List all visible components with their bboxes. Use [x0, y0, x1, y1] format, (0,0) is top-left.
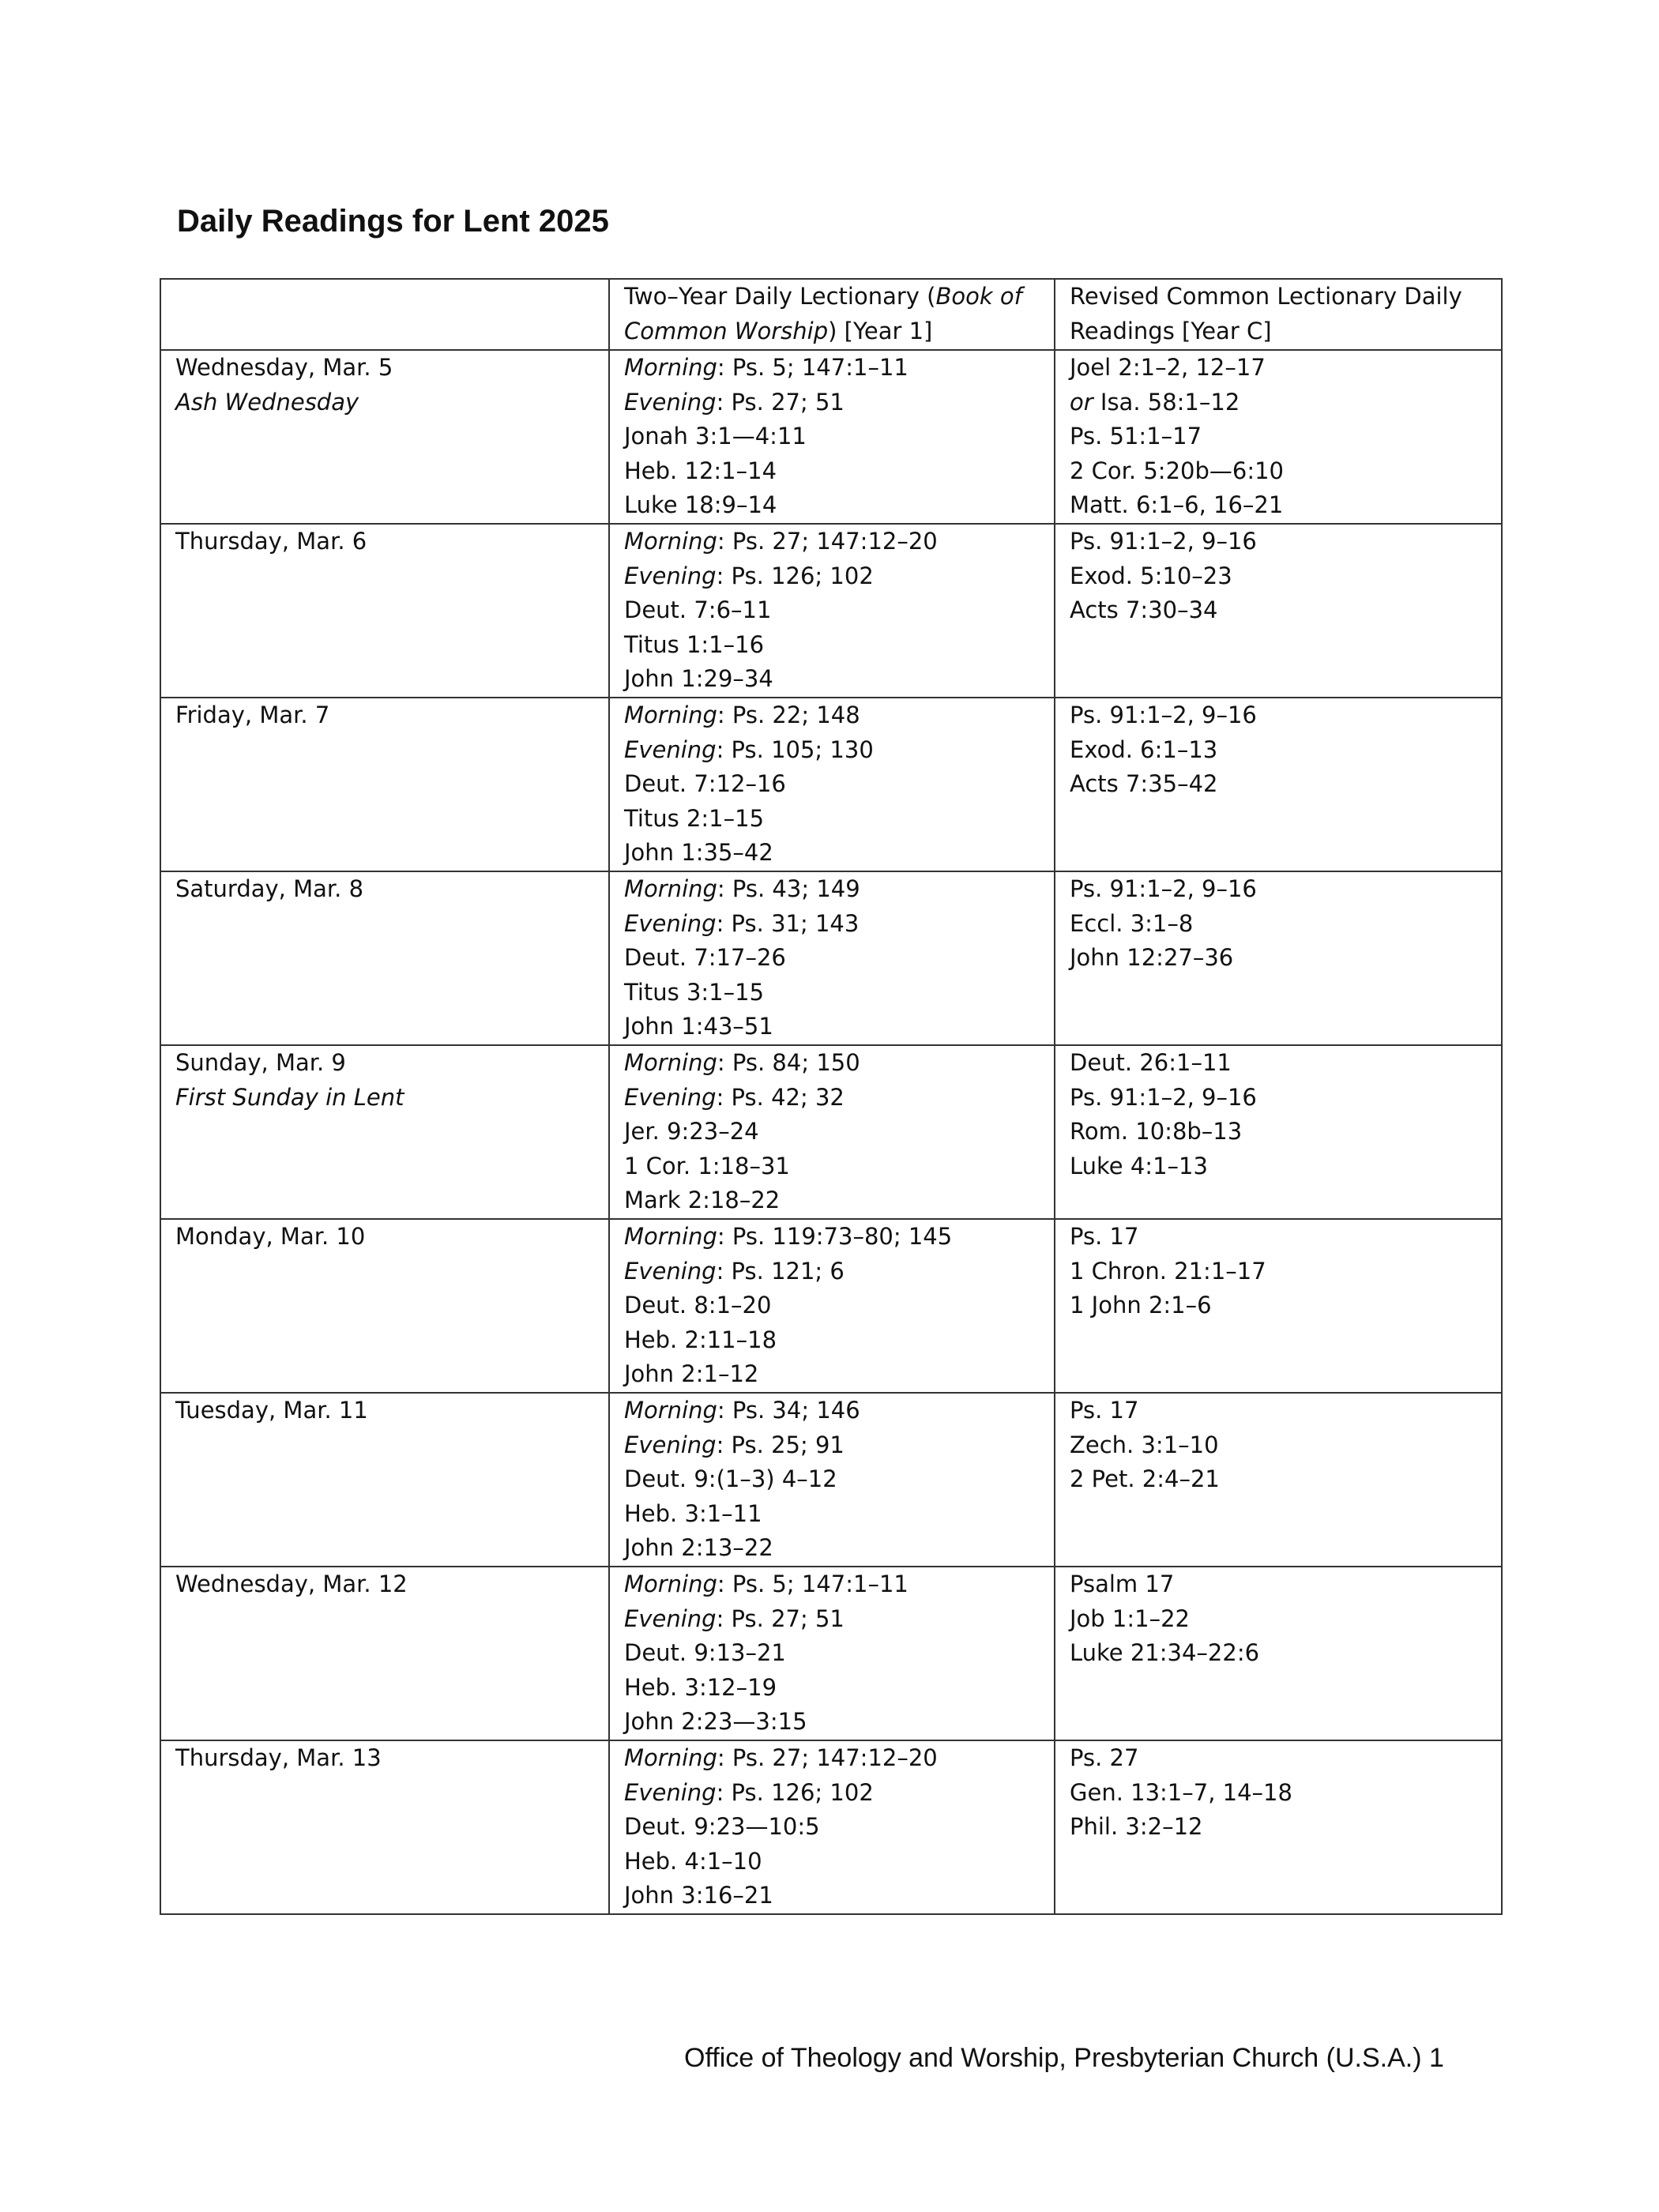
daily-reading: Titus 1:1–16 [624, 630, 765, 658]
evening-reading [624, 1255, 1046, 1289]
two-year-readings-cell [609, 1740, 1055, 1914]
rcl-reading: 1 Chron. 21:1–17 [1070, 1257, 1266, 1285]
date-cell [160, 1219, 609, 1393]
daily-reading: Deut. 9:13–21 [624, 1639, 786, 1667]
morning-reading [624, 1567, 1046, 1602]
daily-reading: John 2:13–22 [624, 1534, 773, 1562]
evening-psalms: : Ps. 25; 91 [716, 1431, 845, 1458]
daily-reading: Mark 2:18–22 [624, 1187, 781, 1214]
rcl-reading: Zech. 3:1–10 [1070, 1431, 1219, 1458]
rcl-reading: Ps. 51:1–17 [1070, 423, 1202, 450]
morning-reading [624, 1220, 1046, 1255]
evening-label: Evening [624, 1083, 717, 1111]
header-two-year-text-c: Common Worship [624, 317, 829, 344]
evening-label: Evening [624, 1604, 717, 1632]
table-row [160, 1393, 1502, 1567]
rcl-alternate-reading [1070, 386, 1493, 420]
morning-label: Morning [624, 702, 717, 728]
page-footer: Office of Theology and Worship, Presbyterian Church (U.S.A.) 1 [684, 2043, 1444, 2073]
two-year-readings-cell [609, 524, 1055, 698]
morning-reading [624, 1394, 1046, 1428]
rcl-reading: Ps. 91:1–2, 9–16 [1070, 1083, 1257, 1111]
header-two-year-text-a: Two–Year Daily Lectionary ( [624, 283, 936, 310]
daily-reading: Deut. 9:(1–3) 4–12 [624, 1465, 837, 1493]
morning-label: Morning [624, 528, 717, 555]
table-row [160, 350, 1502, 524]
morning-reading [624, 351, 1046, 386]
evening-label: Evening [624, 1431, 717, 1458]
header-two-year-lectionary [609, 279, 1055, 350]
daily-reading: Deut. 9:23—10:5 [624, 1813, 820, 1841]
daily-reading: Heb. 3:12–19 [624, 1673, 777, 1701]
evening-label: Evening [624, 735, 717, 763]
rcl-readings-cell [1055, 698, 1502, 871]
date-cell [160, 524, 609, 698]
date-cell [160, 1567, 609, 1740]
daily-reading: Deut. 7:6–11 [624, 596, 772, 624]
rcl-reading: Eccl. 3:1–8 [1070, 909, 1194, 937]
rcl-reading: Acts 7:30–34 [1070, 596, 1218, 624]
date-label: Thursday, Mar. 13 [175, 1744, 382, 1771]
two-year-readings-cell [609, 871, 1055, 1045]
rcl-reading: 2 Cor. 5:20b—6:10 [1070, 457, 1285, 484]
date-label: Saturday, Mar. 8 [175, 875, 364, 902]
rcl-reading: Ps. 17 [1070, 1223, 1139, 1250]
daily-reading: John 1:35–42 [624, 839, 773, 867]
morning-label: Morning [624, 1049, 717, 1076]
alternate-reading: Isa. 58:1–12 [1093, 388, 1240, 416]
rcl-readings-cell [1055, 1045, 1502, 1219]
morning-label: Morning [624, 1571, 717, 1597]
evening-reading [624, 1081, 1046, 1115]
rcl-readings-cell [1055, 871, 1502, 1045]
table-row [160, 1045, 1502, 1219]
date-cell [160, 1740, 609, 1914]
morning-psalms: : Ps. 5; 147:1–11 [717, 1571, 908, 1597]
evening-psalms: : Ps. 31; 143 [716, 909, 860, 937]
date-label: Monday, Mar. 10 [175, 1223, 366, 1250]
evening-psalms: : Ps. 126; 102 [716, 562, 874, 589]
date-label: Wednesday, Mar. 12 [175, 1571, 408, 1597]
rcl-reading: Acts 7:35–42 [1070, 770, 1218, 798]
two-year-readings-cell [609, 1045, 1055, 1219]
occasion-label: First Sunday in Lent [175, 1083, 404, 1111]
morning-label: Morning [624, 354, 717, 381]
readings-table [160, 278, 1503, 1915]
date-cell [160, 871, 609, 1045]
daily-reading: Heb. 2:11–18 [624, 1326, 777, 1353]
date-cell [160, 698, 609, 871]
daily-reading: Deut. 8:1–20 [624, 1292, 772, 1319]
rcl-readings-cell [1055, 524, 1502, 698]
rcl-reading: Joel 2:1–2, 12–17 [1070, 354, 1266, 381]
evening-label: Evening [624, 562, 717, 589]
date-label: Sunday, Mar. 9 [175, 1049, 346, 1076]
morning-psalms: : Ps. 43; 149 [717, 875, 860, 902]
evening-reading [624, 907, 1046, 942]
morning-psalms: : Ps. 84; 150 [717, 1049, 860, 1076]
header-rcl-text-b: Readings [Year C] [1070, 317, 1272, 344]
rcl-readings-cell [1055, 350, 1502, 524]
rcl-reading: Exod. 6:1–13 [1070, 735, 1218, 763]
daily-reading: 1 Cor. 1:18–31 [624, 1152, 790, 1179]
morning-psalms: : Ps. 34; 146 [717, 1397, 860, 1424]
morning-reading [624, 525, 1046, 559]
rcl-reading: John 12:27–36 [1070, 944, 1234, 972]
morning-psalms: : Ps. 27; 147:12–20 [717, 1744, 938, 1771]
morning-psalms: : Ps. 119:73–80; 145 [717, 1223, 953, 1250]
daily-reading: John 2:23—3:15 [624, 1708, 807, 1736]
evening-psalms: : Ps. 27; 51 [716, 1604, 845, 1632]
daily-reading: Deut. 7:17–26 [624, 944, 786, 972]
morning-psalms: : Ps. 22; 148 [717, 702, 860, 728]
table-row [160, 1740, 1502, 1914]
rcl-reading: Ps. 91:1–2, 9–16 [1070, 528, 1257, 555]
daily-reading: John 2:1–12 [624, 1360, 759, 1388]
daily-reading: Heb. 3:1–11 [624, 1499, 762, 1527]
rcl-reading: Ps. 91:1–2, 9–16 [1070, 875, 1257, 902]
daily-reading: Heb. 12:1–14 [624, 457, 777, 484]
evening-label: Evening [624, 909, 717, 937]
evening-reading [624, 1602, 1046, 1637]
rcl-reading: Rom. 10:8b–13 [1070, 1118, 1243, 1146]
evening-reading [624, 733, 1046, 768]
evening-psalms: : Ps. 126; 102 [716, 1778, 874, 1806]
table-header-row [160, 279, 1502, 350]
daily-reading: Deut. 7:12–16 [624, 770, 786, 798]
rcl-reading: Ps. 17 [1070, 1397, 1139, 1424]
page-title: Daily Readings for Lent 2025 [177, 204, 609, 239]
rcl-reading: Exod. 5:10–23 [1070, 562, 1232, 589]
table-row [160, 871, 1502, 1045]
rcl-readings-cell [1055, 1219, 1502, 1393]
two-year-readings-cell [609, 698, 1055, 871]
two-year-readings-cell [609, 1567, 1055, 1740]
rcl-reading: Gen. 13:1–7, 14–18 [1070, 1778, 1292, 1806]
morning-label: Morning [624, 1397, 717, 1424]
daily-reading: Jonah 3:1—4:11 [624, 423, 807, 450]
rcl-readings-cell [1055, 1567, 1502, 1740]
morning-label: Morning [624, 1744, 717, 1771]
header-two-year-text-b: Book of [935, 283, 1022, 310]
evening-reading [624, 386, 1046, 420]
evening-reading [624, 559, 1046, 594]
date-cell [160, 350, 609, 524]
header-revised-common-lectionary [1055, 279, 1502, 350]
evening-label: Evening [624, 388, 717, 416]
morning-psalms: : Ps. 27; 147:12–20 [717, 528, 938, 555]
date-label: Tuesday, Mar. 11 [175, 1397, 368, 1424]
morning-psalms: : Ps. 5; 147:1–11 [717, 354, 908, 381]
date-label: Friday, Mar. 7 [175, 702, 330, 728]
morning-label: Morning [624, 875, 717, 902]
morning-label: Morning [624, 1223, 717, 1250]
or-label: or [1070, 388, 1093, 416]
date-label: Wednesday, Mar. 5 [175, 354, 393, 381]
table-row [160, 698, 1502, 871]
morning-reading [624, 698, 1046, 733]
daily-reading: John 3:16–21 [624, 1882, 773, 1909]
rcl-reading: Deut. 26:1–11 [1070, 1049, 1232, 1076]
header-date-cell [160, 279, 609, 350]
daily-reading: Titus 2:1–15 [624, 804, 765, 832]
table-row [160, 524, 1502, 698]
rcl-readings-cell [1055, 1393, 1502, 1567]
morning-reading [624, 872, 1046, 907]
evening-psalms: : Ps. 42; 32 [716, 1083, 845, 1111]
evening-reading [624, 1776, 1046, 1811]
daily-reading: John 1:43–51 [624, 1013, 773, 1040]
rcl-reading: 2 Pet. 2:4–21 [1070, 1465, 1220, 1493]
evening-psalms: : Ps. 27; 51 [716, 388, 845, 416]
daily-reading: John 1:29–34 [624, 665, 773, 693]
morning-reading [624, 1046, 1046, 1081]
rcl-reading: Job 1:1–22 [1070, 1604, 1190, 1632]
evening-label: Evening [624, 1778, 717, 1806]
evening-label: Evening [624, 1257, 717, 1285]
rcl-reading: Matt. 6:1–6, 16–21 [1070, 491, 1284, 519]
evening-psalms: : Ps. 121; 6 [716, 1257, 845, 1285]
rcl-reading: Ps. 27 [1070, 1744, 1139, 1771]
evening-reading [624, 1428, 1046, 1463]
rcl-reading: Ps. 91:1–2, 9–16 [1070, 702, 1257, 728]
rcl-reading: Psalm 17 [1070, 1571, 1175, 1597]
date-label: Thursday, Mar. 6 [175, 528, 367, 555]
morning-reading [624, 1741, 1046, 1776]
rcl-reading: Luke 21:34–22:6 [1070, 1639, 1260, 1667]
two-year-readings-cell [609, 1393, 1055, 1567]
two-year-readings-cell [609, 1219, 1055, 1393]
daily-reading: Titus 3:1–15 [624, 978, 765, 1006]
table-row [160, 1219, 1502, 1393]
rcl-readings-cell [1055, 1740, 1502, 1914]
daily-reading: Jer. 9:23–24 [624, 1118, 759, 1146]
date-cell [160, 1393, 609, 1567]
rcl-reading: 1 John 2:1–6 [1070, 1292, 1212, 1319]
table-row [160, 1567, 1502, 1740]
occasion-label: Ash Wednesday [175, 388, 359, 416]
daily-reading: Luke 18:9–14 [624, 491, 777, 519]
two-year-readings-cell [609, 350, 1055, 524]
evening-psalms: : Ps. 105; 130 [716, 735, 874, 763]
rcl-reading: Phil. 3:2–12 [1070, 1813, 1203, 1841]
date-cell [160, 1045, 609, 1219]
daily-reading: Heb. 4:1–10 [624, 1847, 762, 1875]
header-two-year-text-d: ) [Year 1] [828, 317, 933, 344]
header-rcl-text-a: Revised Common Lectionary Daily [1070, 283, 1462, 310]
rcl-reading: Luke 4:1–13 [1070, 1152, 1208, 1179]
